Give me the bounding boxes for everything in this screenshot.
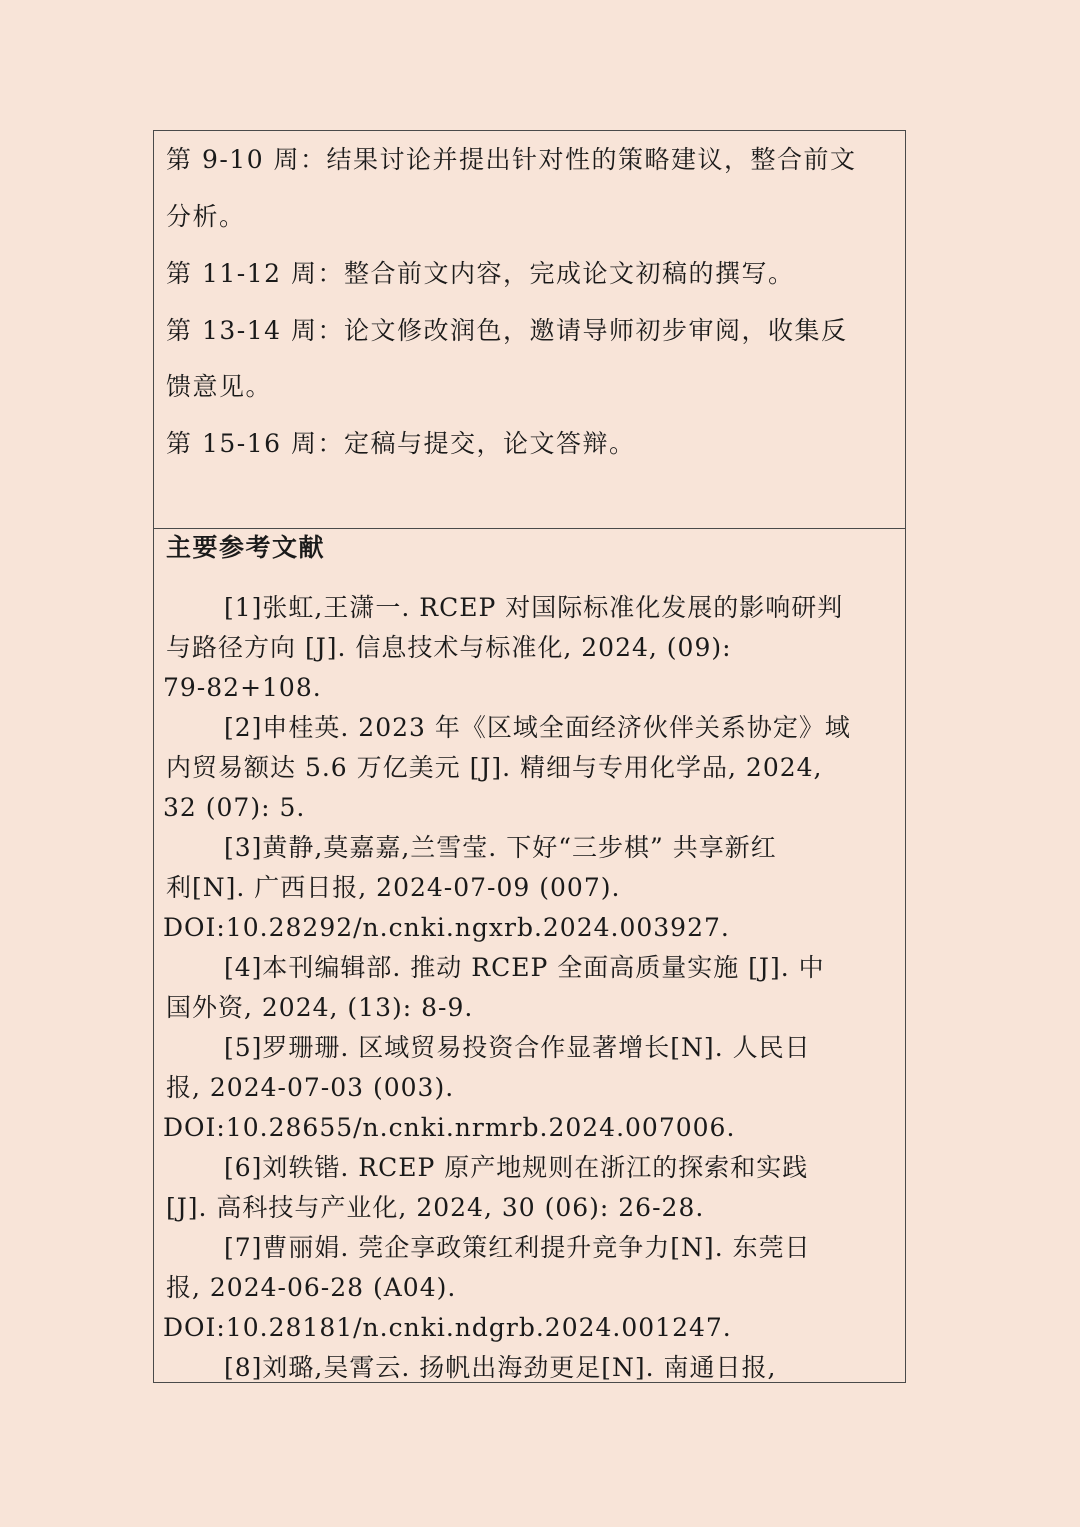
reference-line: [6]刘轶锴. RCEP 原产地规则在浙江的探索和实践 [224,1153,809,1182]
reference-line: [J]. 高科技与产业化, 2024, 30 (06): 26-28. [166,1193,705,1222]
schedule-line: 馈意见。 [166,372,273,401]
reference-line: [4]本刊编辑部. 推动 RCEP 全面高质量实施 [J]. 中 [224,953,825,982]
reference-line: 内贸易额达 5.6 万亿美元 [J]. 精细与专用化学品, 2024, [166,753,823,782]
references-cell [154,529,905,1384]
references-heading: 主要参考文献 [166,533,326,562]
reference-line: 报, 2024-07-03 (003). [166,1073,455,1102]
reference-line: 报, 2024-06-28 (A04). [166,1273,457,1302]
document-table [153,130,906,1383]
reference-line: [1]张虹,王潇一. RCEP 对国际标准化发展的影响研判 [224,593,844,622]
reference-line: 国外资, 2024, (13): 8-9. [166,993,474,1022]
reference-line: 与路径方向 [J]. 信息技术与标准化, 2024, (09): [166,633,732,662]
reference-line: [8]刘璐,吴霄云. 扬帆出海劲更足[N]. 南通日报, [224,1353,777,1382]
schedule-line: 第 11-12 周：整合前文内容，完成论文初稿的撰写。 [166,259,795,288]
reference-line: DOI:10.28292/n.cnki.ngxrb.2024.003927. [163,913,730,942]
reference-line: DOI:10.28181/n.cnki.ndgrb.2024.001247. [163,1313,732,1342]
reference-line: [5]罗珊珊. 区域贸易投资合作显著增长[N]. 人民日 [224,1033,811,1062]
schedule-line: 第 13-14 周：论文修改润色，邀请导师初步审阅，收集反 [166,316,848,345]
schedule-cell [154,131,905,529]
schedule-line: 分析。 [166,202,246,231]
reference-line: [7]曹丽娟. 莞企享政策红利提升竞争力[N]. 东莞日 [224,1233,811,1262]
reference-line: [3]黄静,莫嘉嘉,兰雪莹. 下好“三步棋” 共享新红 [224,833,777,862]
reference-line: 利[N]. 广西日报, 2024-07-09 (007). [166,873,621,902]
reference-line: 32 (07): 5. [163,793,306,822]
reference-line: 79-82+108. [163,673,322,702]
reference-line: DOI:10.28655/n.cnki.nrmrb.2024.007006. [163,1113,736,1142]
reference-line: [2]申桂英. 2023 年《区域全面经济伙伴关系协定》域 [224,713,851,742]
schedule-line: 第 9-10 周：结果讨论并提出针对性的策略建议，整合前文 [166,145,857,174]
schedule-line: 第 15-16 周：定稿与提交，论文答辩。 [166,429,636,458]
